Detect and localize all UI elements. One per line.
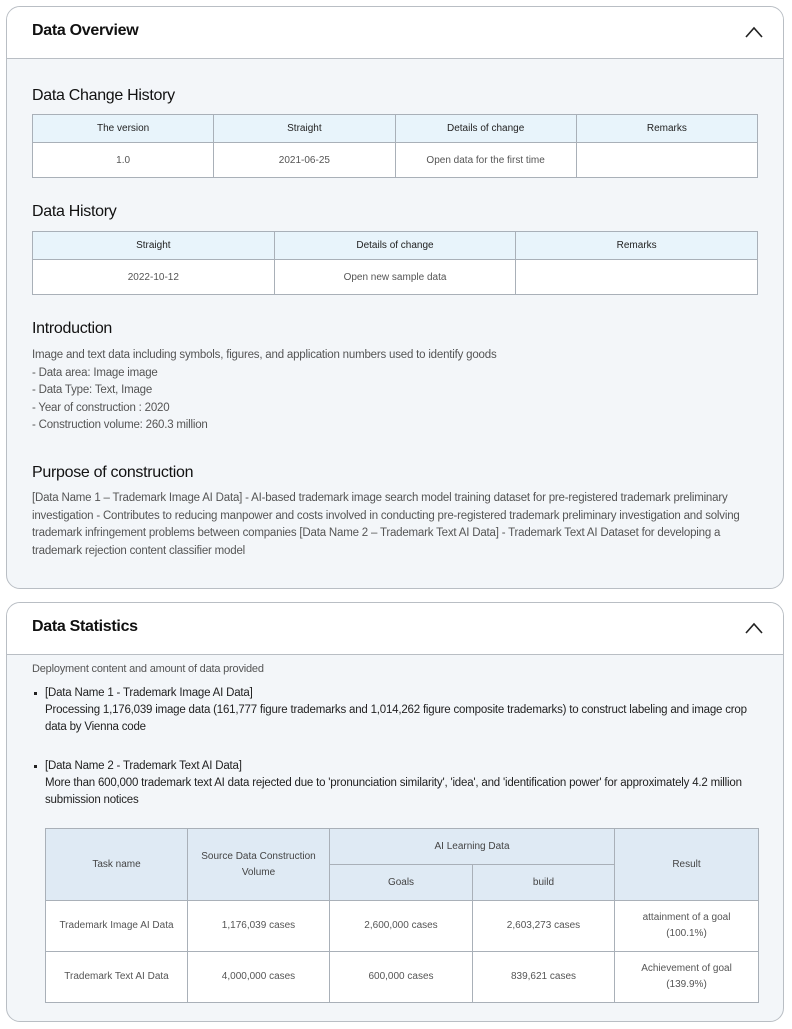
- chevron-up-icon[interactable]: [745, 25, 763, 39]
- column-header: Straight: [33, 232, 275, 260]
- cell-build: 839,621 cases: [473, 952, 615, 1003]
- purpose-text: [Data Name 1 – Trademark Image AI Data] - AI-based trademark image search model training dataset for pre-registered trademark preliminary investigation - Contributes to reducing manpower and costs involved in conducting pre-registered trademark preliminary investigation and solving trademark infringement problems between companies [Data Name 2 – Trademark Text AI Data] - Trademark Text AI Dataset for developing a trademark rejection content classifier model: [32, 492, 740, 557]
- column-header: The version: [33, 115, 214, 143]
- cell-result: [615, 901, 759, 952]
- statistics-subtitle: Deployment content and amount of data provided: [32, 663, 264, 675]
- header-result: Result: [615, 829, 759, 901]
- header-ai-learning-data: AI Learning Data: [330, 829, 615, 865]
- result-percent: (139.9%): [666, 979, 707, 990]
- square-bullet-icon: [34, 692, 37, 695]
- cell-task: Trademark Text AI Data: [46, 952, 188, 1003]
- cell-goals: 2,600,000 cases: [330, 901, 473, 952]
- bullet-name: [Data Name 1 - Trademark Image AI Data]: [45, 687, 253, 699]
- cell-version: 1.0: [33, 143, 214, 178]
- column-header: Remarks: [576, 115, 757, 143]
- result-label: attainment of a goal: [642, 912, 731, 923]
- change-history-title: Data Change History: [32, 87, 175, 104]
- data-overview-header[interactable]: [7, 7, 783, 59]
- cell-source: 1,176,039 cases: [188, 901, 330, 952]
- table-header-row: [33, 115, 758, 143]
- header-build: build: [473, 865, 615, 901]
- column-header: Details of change: [395, 115, 576, 143]
- cell-date: 2021-06-25: [214, 143, 395, 178]
- bullet-text: Processing 1,176,039 image data (161,777 figure trademarks and 1,014,262 figure composite trademarks) to construct labeling and image crop data by Vienna code: [45, 704, 747, 733]
- cell-date: 2022-10-12: [33, 260, 275, 295]
- intro-line: - Year of construction : 2020: [32, 401, 170, 414]
- cell-details: Open new sample data: [274, 260, 516, 295]
- bullet-name: [Data Name 2 - Trademark Text AI Data]: [45, 760, 242, 772]
- data-history-table: [32, 231, 758, 295]
- cell-build: 2,603,273 cases: [473, 901, 615, 952]
- change-history-table: [32, 114, 758, 178]
- intro-line: - Construction volume: 260.3 million: [32, 419, 208, 431]
- intro-line: Image and text data including symbols, figures, and application numbers used to identify goods: [32, 349, 497, 361]
- table-row: [33, 260, 758, 295]
- intro-line: - Data area: Image image: [32, 366, 158, 379]
- cell-goals: 600,000 cases: [330, 952, 473, 1003]
- table-header-row: [46, 829, 759, 865]
- cell-result: [615, 952, 759, 1003]
- cell-details: Open data for the first time: [395, 143, 576, 178]
- panel-title: Data Overview: [32, 22, 139, 39]
- data-history-title: Data History: [32, 203, 117, 220]
- bullet-text: More than 600,000 trademark text AI data rejected due to 'pronunciation similarity', 'idea', and 'identification power' for approximately 4.2 million submission notices: [45, 777, 742, 806]
- square-bullet-icon: [34, 765, 37, 768]
- bullet-item: [32, 758, 762, 809]
- bullet-item: [32, 685, 762, 736]
- header-goals: Goals: [330, 865, 473, 901]
- result-percent: (100.1%): [666, 928, 707, 939]
- table-header-row: [33, 232, 758, 260]
- chevron-up-icon[interactable]: [745, 621, 763, 635]
- cell-source: 4,000,000 cases: [188, 952, 330, 1003]
- data-statistics-header[interactable]: [7, 603, 783, 655]
- introduction-text: [32, 347, 762, 435]
- header-source-volume: Source Data Construction Volume: [188, 829, 330, 901]
- statistics-table: [45, 828, 759, 1003]
- column-header: Remarks: [516, 232, 758, 260]
- table-row: [46, 952, 759, 1003]
- data-overview-panel: [6, 6, 784, 589]
- table-row: [46, 901, 759, 952]
- data-statistics-panel: [6, 602, 784, 1022]
- purpose-title: Purpose of construction: [32, 464, 194, 481]
- intro-line: - Data Type: Text, Image: [32, 384, 153, 396]
- introduction-title: Introduction: [32, 320, 113, 337]
- header-task-name: Task name: [46, 829, 188, 901]
- panel-title: Data Statistics: [32, 618, 138, 635]
- cell-task: Trademark Image AI Data: [46, 901, 188, 952]
- cell-remarks: [516, 260, 758, 295]
- result-label: Achievement of goal: [641, 963, 732, 974]
- column-header: Details of change: [274, 232, 516, 260]
- cell-remarks: [576, 143, 757, 178]
- column-header: Straight: [214, 115, 395, 143]
- table-row: [33, 143, 758, 178]
